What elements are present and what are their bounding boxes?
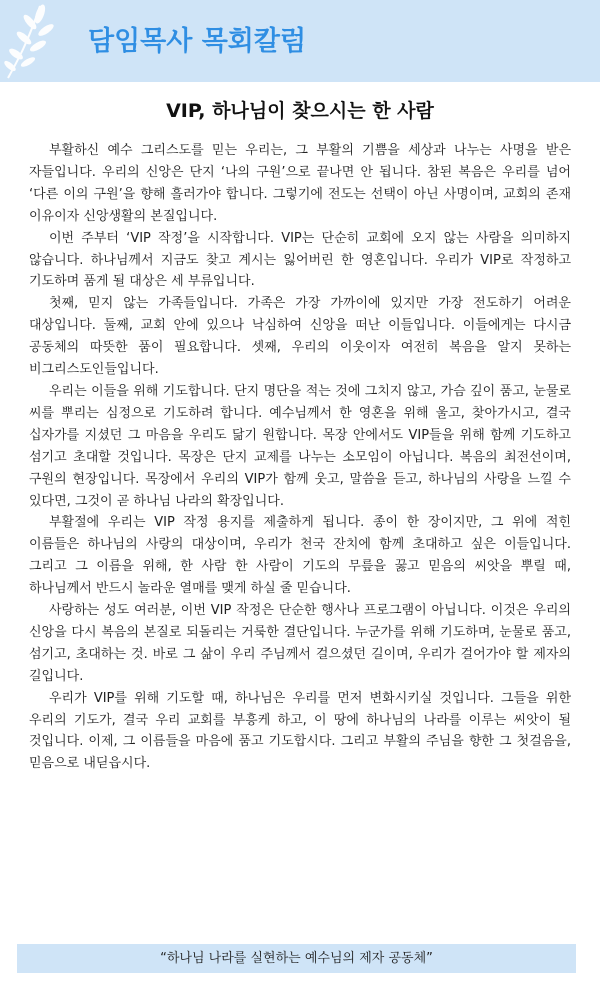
leaf-branch-icon	[0, 0, 70, 82]
article-body	[29, 140, 571, 775]
paragraph-6: 사랑하는 성도 여러분, 이번 VIP 작정은 단순한 행사나 프로그램이 아닙니다. 이것은 우리의 신앙을 다시 복음의 본질로 되돌리는 거룩한 결단입니다. 누군가를 위해 기도하며, 눈물로 품고, 섬기고, 초대하는 것. 바로 그 삶이 우리 주님께서 걸으셨던 길이며, 우리가 걸어가야 할 제자의 길입니다.	[29, 603, 571, 684]
article-title: VIP, 하나님이 찾으시는 한 사람	[166, 100, 434, 122]
paragraph-4: 우리는 이들을 위해 기도합니다. 단지 명단을 적는 것에 그치지 않고, 가슴 깊이 품고, 눈물로 씨를 뿌리는 심정으로 기도하려 합니다. 예수님께서 한 영혼을 위해 울고, 찾아가시고, 결국 십자가를 지셨던 그 마음을 우리도 닮기 원합니다. 목장 안에서도 VIP들을 위해 함께 기도하고 섬기고 초대할 것입니다. 목장은 단지 교제를 나누는 소모임이 아닙니다. 복음의 최전선이며, 구원의 현장입니다. 목장에서 우리의 VIP가 함께 웃고, 말씀을 듣고, 하나님의 사랑을 느낄 수 있다면, 그것이 곧 하나님 나라의 확장입니다.	[29, 383, 571, 509]
column-title: 담임목사 목회칼럼	[88, 26, 307, 57]
column-header	[0, 0, 600, 82]
paragraph-5: 부활절에 우리는 VIP 작정 용지를 제출하게 됩니다. 종이 한 장이지만, 그 위에 적힌 이름들은 하나님의 사랑의 대상이며, 우리가 천국 잔치에 함께 초대하고 싶은 이들입니다. 그리고 그 이름을 위해, 한 사람 한 사람이 기도의 무릎을 꿇고 믿음의 씨앗을 뿌릴 때, 하나님께서 반드시 놀라운 열매를 맺게 하실 줄 믿습니다.	[29, 515, 571, 597]
paragraph-3: 첫째, 믿지 않는 가족들입니다. 가족은 가장 가까이에 있지만 가장 전도하기 어려운 대상입니다. 둘째, 교회 안에 있으나 낙심하여 신앙을 떠난 이들입니다. 이들에게는 다시금 공동체의 따뜻한 품이 필요합니다. 셋째, 우리의 이웃이자 여전히 복음을 알지 못하는 비그리스도인들입니다.	[29, 296, 571, 378]
paragraph-7: 우리가 VIP를 위해 기도할 때, 하나님은 우리를 먼저 변화시키실 것입니다. 그들을 위한 우리의 기도가, 결국 우리 교회를 부흥케 하고, 이 땅에 하나님의 나라를 이루는 씨앗이 될 것입니다. 이제, 그 이름들을 마음에 품고 기도합시다. 그리고 부활의 주님을 향한 그 첫걸음을, 믿음으로 내딛읍시다.	[29, 690, 571, 772]
paragraph-1: 부활하신 예수 그리스도를 믿는 우리는, 그 부활의 기쁨을 세상과 나누는 사명을 받은 자들입니다. 우리의 신앙은 단지 ‘나의 구원’으로 끝나면 안 됩니다. 참된 복음은 우리를 넘어 ‘다른 이의 구원’을 향해 흘러가야 합니다. 그렇기에 전도는 선택이 아닌 사명이며, 교회의 존재 이유이자 신앙생활의 본질입니다.	[29, 143, 571, 224]
paragraph-2: 이번 주부터 ‘VIP 작정’을 시작합니다. VIP는 단순히 교회에 오지 않는 사람을 의미하지 않습니다. 하나님께서 지금도 찾고 계시는 잃어버린 한 영혼입니다. 우리가 VIP로 작정하고 기도하며 품게 될 대상은 세 부류입니다.	[29, 230, 571, 290]
church-motto: “하나님 나라를 실현하는 예수님의 제자 공동체”	[160, 950, 433, 966]
motto-bar	[17, 944, 576, 973]
